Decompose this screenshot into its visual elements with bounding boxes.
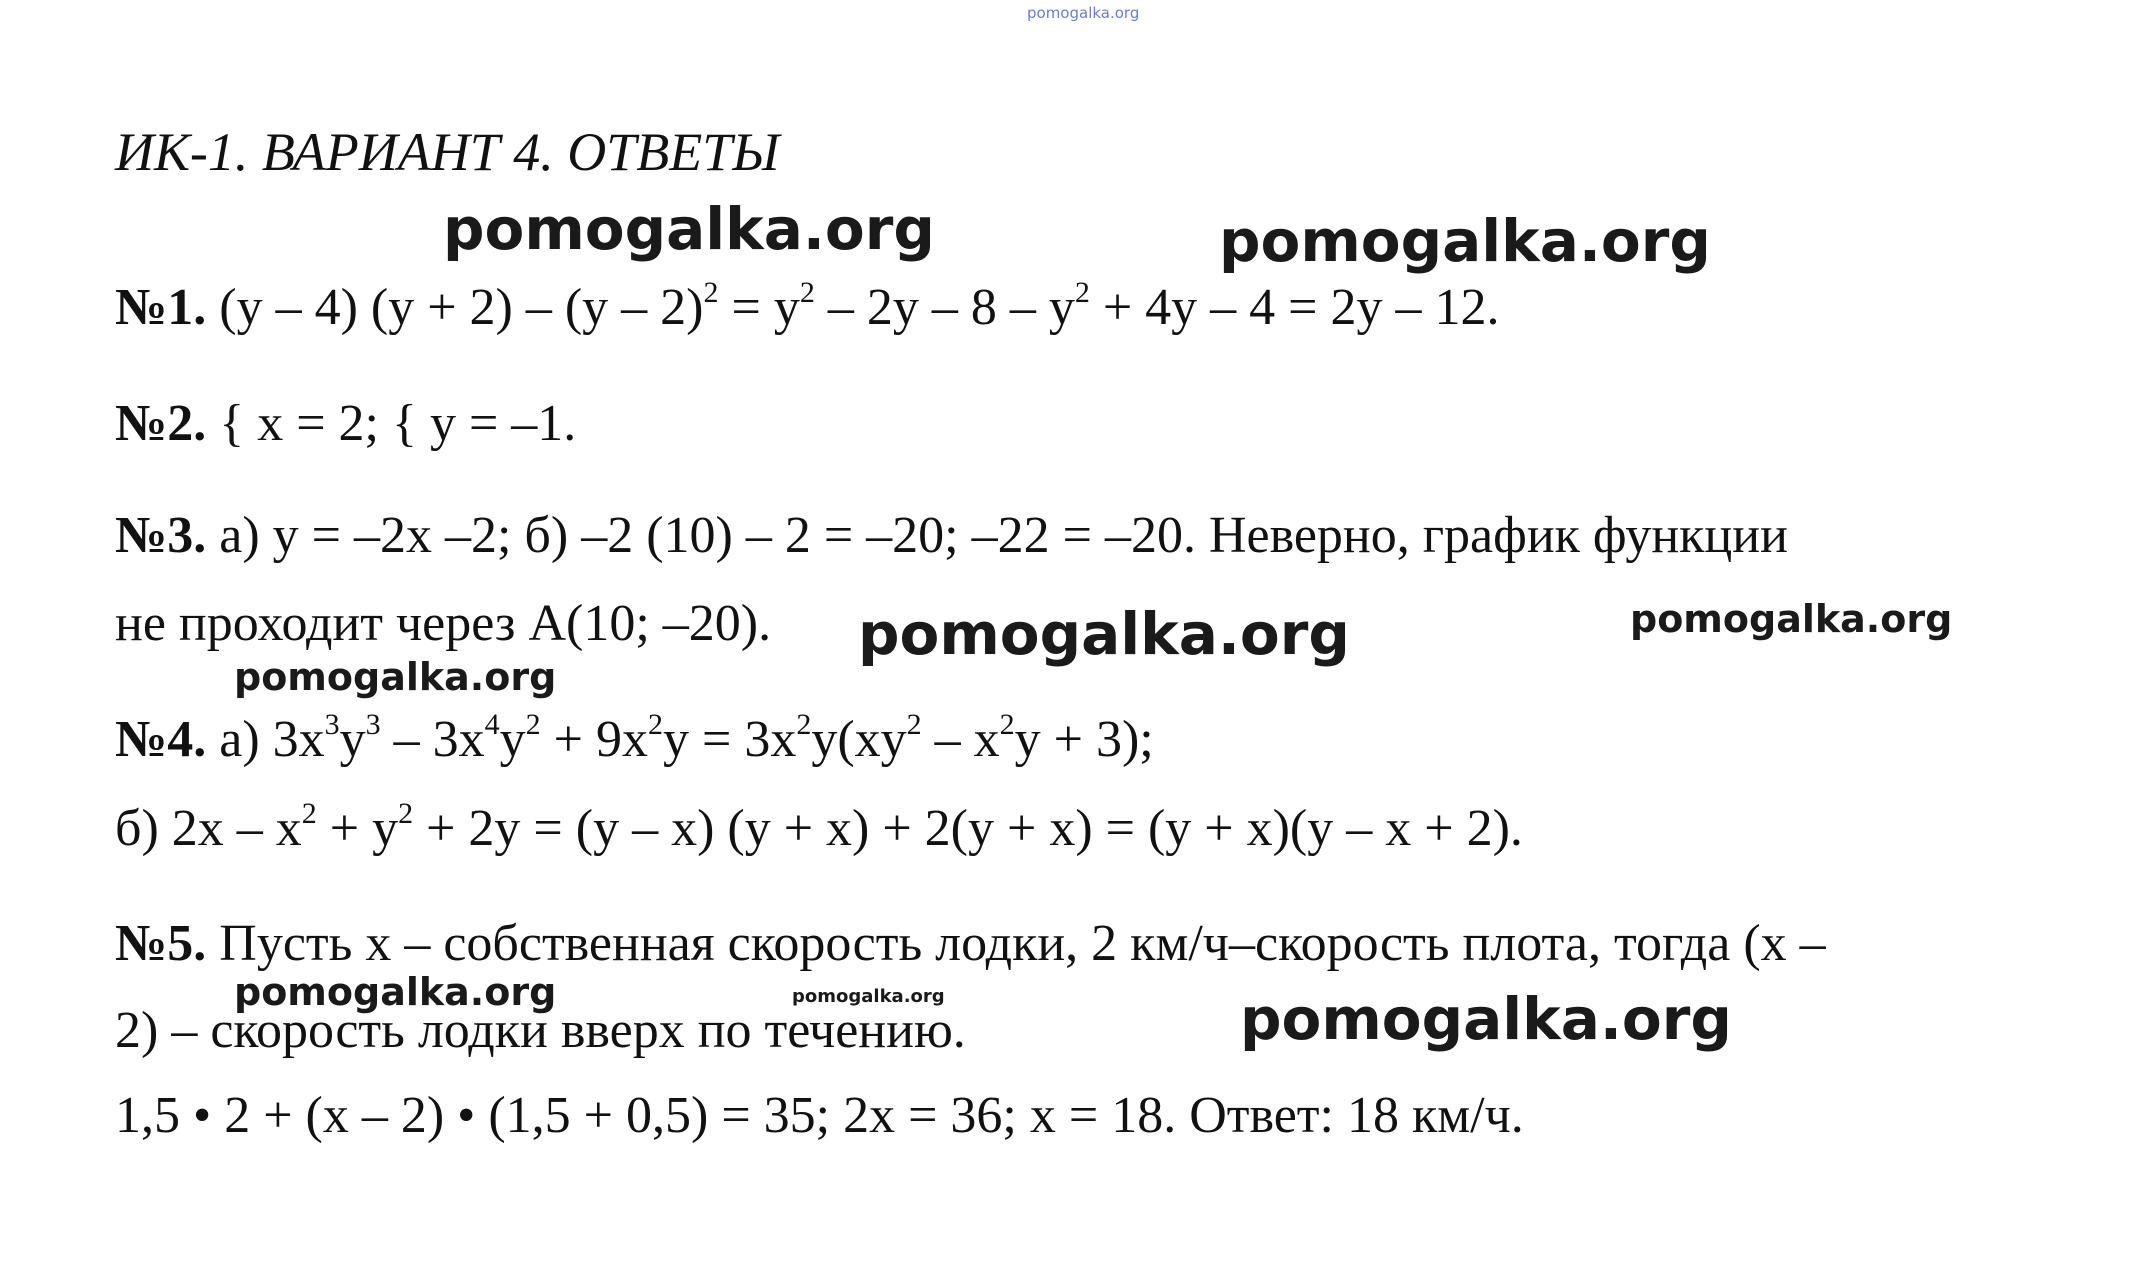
problem-5-line-2: 2) – скорость лодки вверх по течению. — [115, 1002, 966, 1059]
problem-4-label: №4. — [115, 711, 207, 768]
problem-3-line-2: не проходит через A(10; –20). — [115, 595, 772, 652]
watermark: pomogalka.org — [234, 655, 557, 699]
problem-4-part-b: б) $2x - x^2 + y^2 + 2y = (y - x) (y + x) + 2(y + x) = (y + x)(y - x + 2)$. — [115, 797, 1523, 857]
problem-4-line-a — [115, 708, 1154, 768]
problem-3-text: а) y = –2x –2; б) –2 (10) – 2 = –20; –22 = –20. Неверно, график функции — [219, 507, 1788, 564]
watermark: pomogalka.org — [1240, 985, 1732, 1053]
watermark: pomogalka.org — [1219, 207, 1711, 275]
problem-1-text: (y – 4) $(y + 2) - (y - 2)^2 = y^2 - 2y - 8 - y^2 + 4y - 4 = 2y - 12$. — [219, 276, 1500, 336]
problem-3-line-1 — [115, 507, 1788, 564]
page-title: ИК-1. ВАРИАНТ 4. ОТВЕТЫ — [115, 122, 780, 182]
watermark: pomogalka.org — [858, 600, 1350, 668]
problem-5-line-3: 1,5 • 2 + (x – 2) • (1,5 + 0,5) = 35; 2x = 36; x = 18. Ответ: 18 км/ч. — [115, 1087, 1524, 1144]
problem-4-part-a: а) $3x^3y^3 - 3x^4y^2 + 9x^2y = 3x^2y(xy^2 - x^2y + 3)$; — [219, 708, 1154, 768]
problem-1-label: №1. — [115, 279, 207, 336]
problem-1 — [115, 276, 1500, 336]
watermark: pomogalka.org — [1630, 597, 1953, 641]
problem-5-label: №5. — [115, 915, 207, 972]
problem-3-label: №3. — [115, 507, 207, 564]
problem-2-text: { x = 2; { y = –1. — [219, 395, 577, 452]
watermark: pomogalka.org — [234, 970, 557, 1014]
watermark: pomogalka.org — [443, 195, 935, 263]
problem-2 — [115, 395, 577, 452]
watermark: pomogalka.org — [792, 986, 945, 1007]
header-watermark: pomogalka.org — [1027, 4, 1140, 22]
problem-5-line-1 — [115, 915, 1826, 972]
problem-2-label: №2. — [115, 395, 207, 452]
problem-5-text: Пусть x – собственная скорость лодки, 2 км/ч–скорость плота, тогда (x – — [219, 915, 1826, 972]
